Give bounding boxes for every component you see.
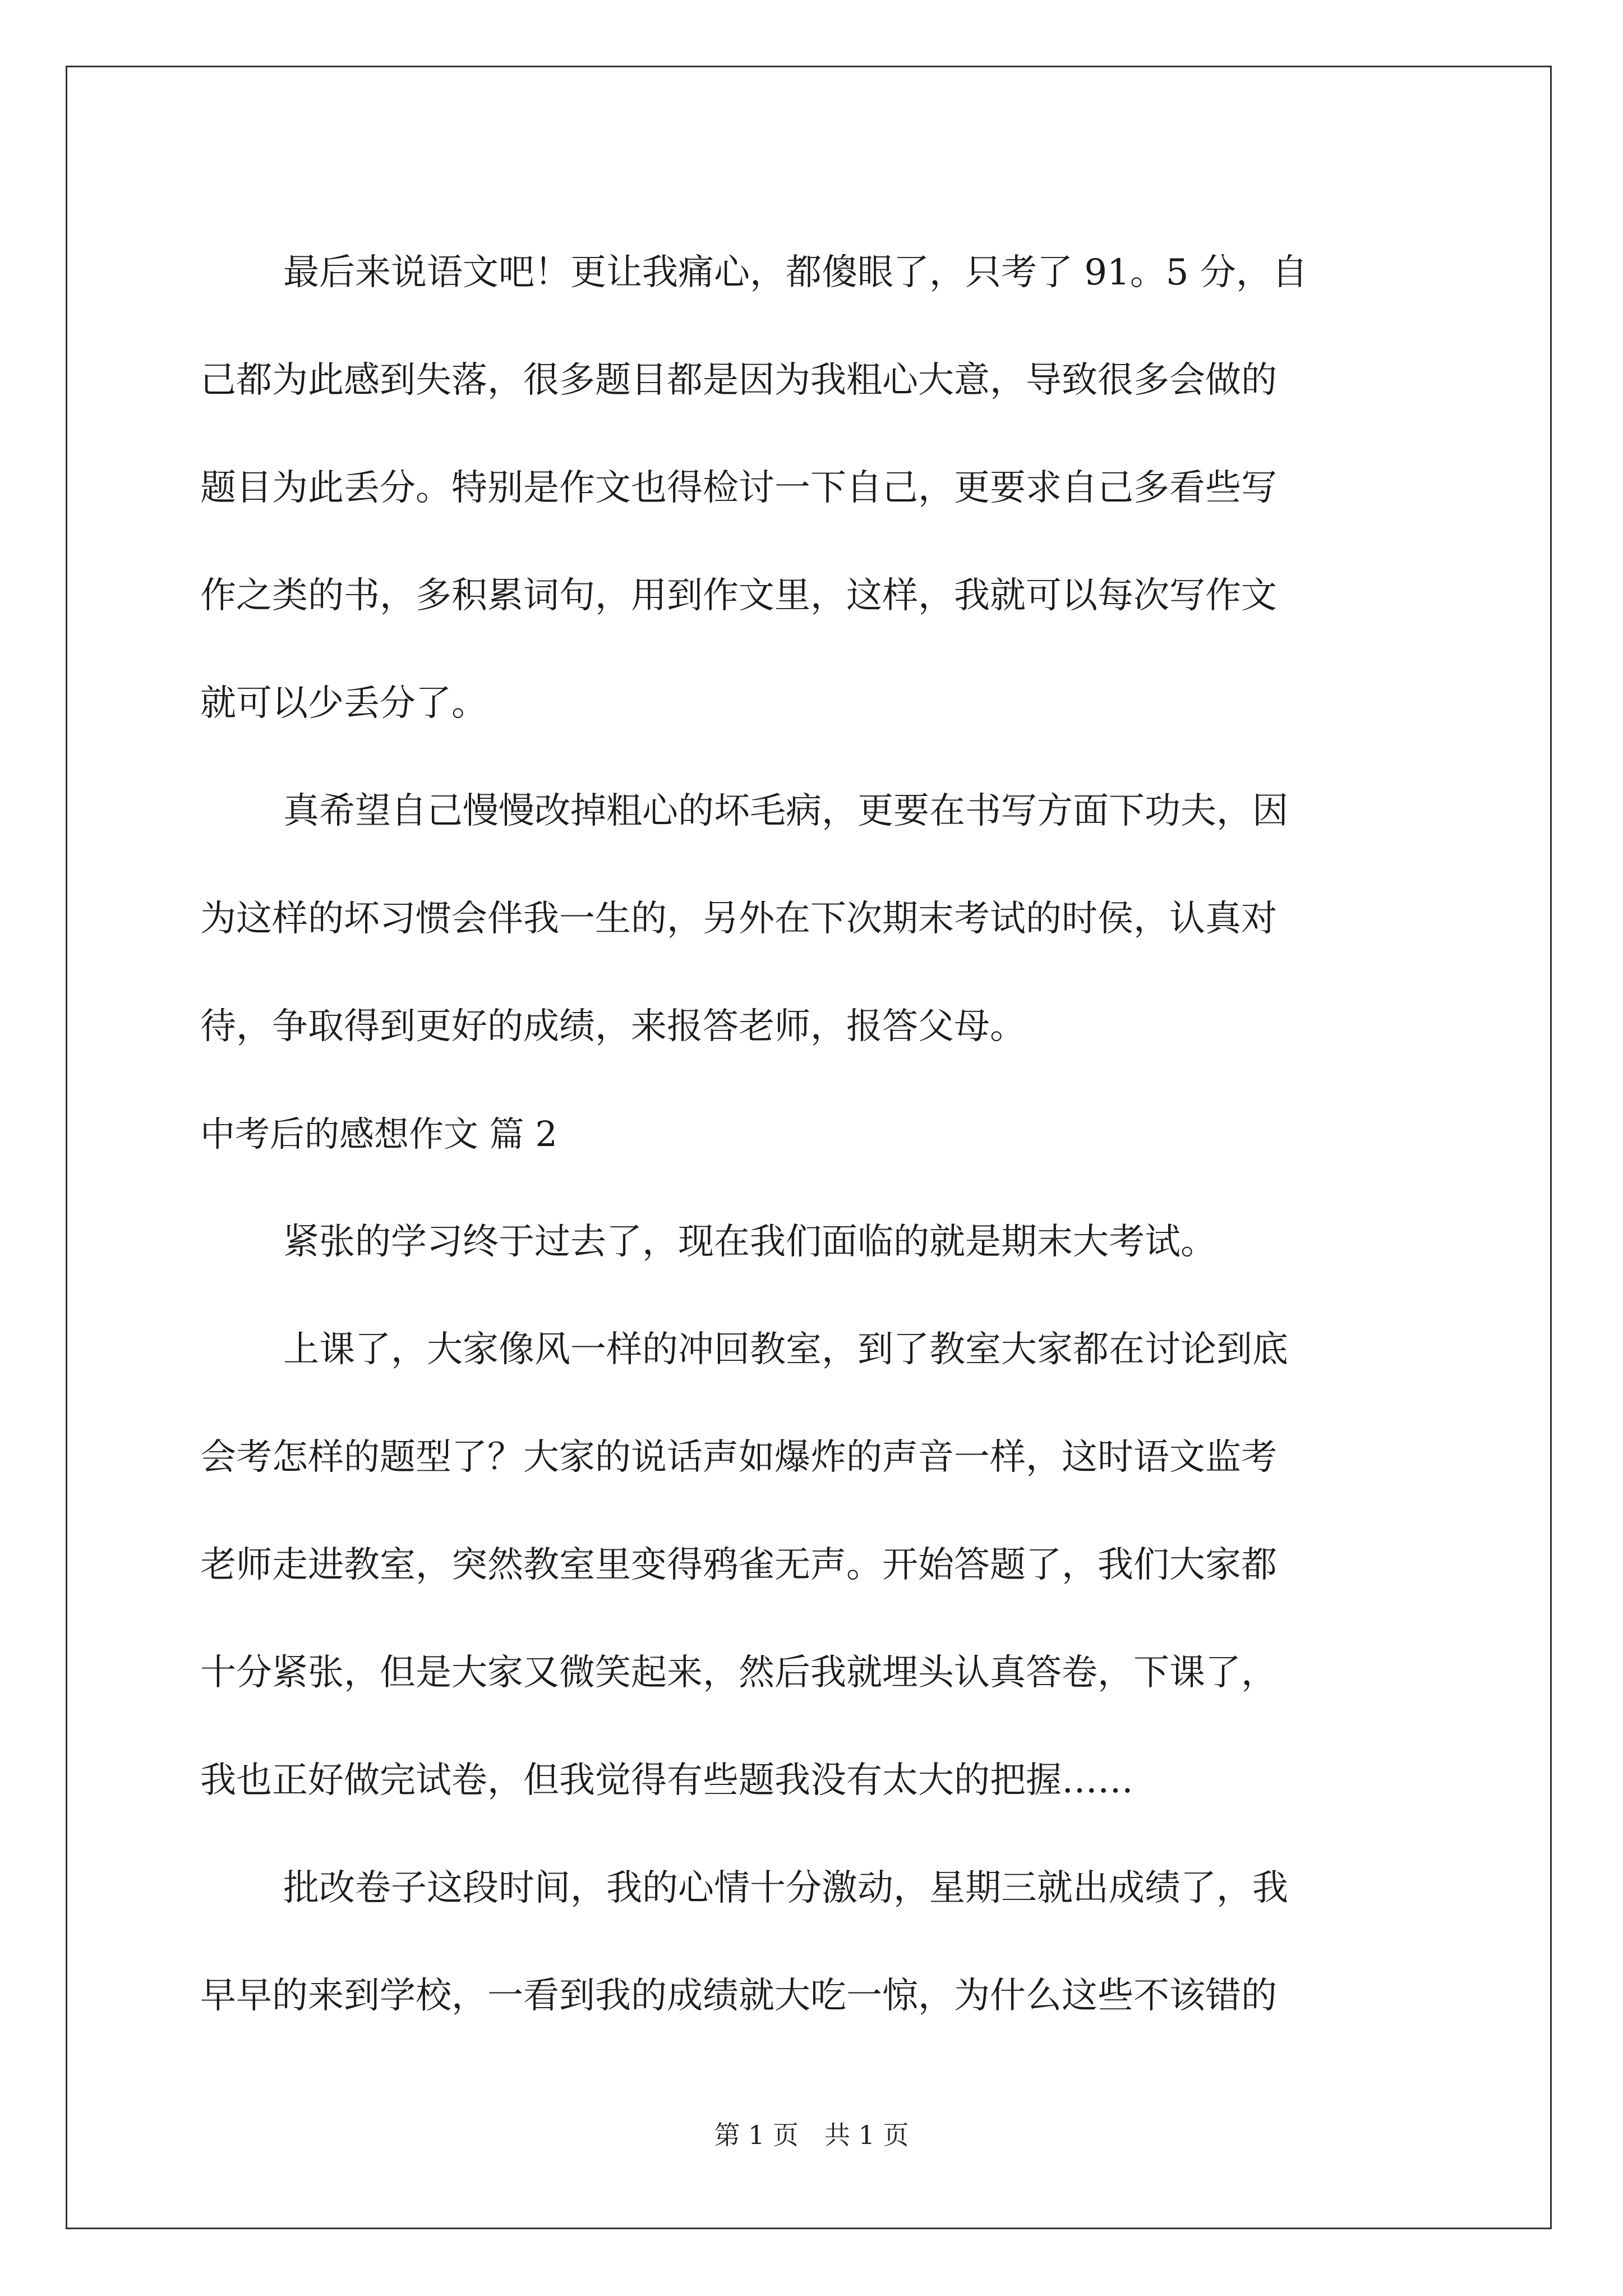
text-line: 我也正好做完试卷，但我觉得有些题我没有太大的把握…… bbox=[200, 1760, 1133, 1801]
text-line: 批改卷子这段时间，我的心情十分激动，星期三就出成绩了，我 bbox=[283, 1867, 1288, 1909]
page-footer: 第 1 页 共 1 页 bbox=[714, 2120, 909, 2150]
text-line: 己都为此感到失落，很多题目都是因为我粗心大意，导致很多会做的 bbox=[200, 360, 1277, 401]
text-line: 题目为此丢分。特别是作文也得检讨一下自己，更要求自己多看些写 bbox=[200, 467, 1277, 509]
text-line: 为这样的坏习惯会伴我一生的，另外在下次期末考试的时侯，认真对 bbox=[200, 898, 1277, 940]
section-heading: 中考后的感想作文 篇 2 bbox=[200, 1114, 557, 1154]
text-line: 就可以少丢分了。 bbox=[200, 683, 487, 724]
text-line: 待，争取得到更好的成绩，来报答老师，报答父母。 bbox=[200, 1006, 1026, 1047]
document-body bbox=[200, 219, 1423, 2050]
text-line: 会考怎样的题型了？大家的说话声如爆炸的声音一样，这时语文监考 bbox=[200, 1437, 1277, 1478]
text-line: 作之类的书，多积累词句，用到作文里，这样，我就可以每次写作文 bbox=[200, 575, 1277, 616]
text-line: 最后来说语文吧！更让我痛心，都傻眼了，只考了 91。5 分，自 bbox=[283, 252, 1308, 293]
text-line: 紧张的学习终于过去了，现在我们面临的就是期末大考试。 bbox=[283, 1221, 1216, 1263]
text-line: 上课了，大家像风一样的冲回教室，到了教室大家都在讨论到底 bbox=[283, 1329, 1288, 1370]
text-line: 早早的来到学校，一看到我的成绩就大吃一惊，为什么这些不该错的 bbox=[200, 1975, 1277, 2017]
text-line: 十分紧张，但是大家又微笑起来，然后我就埋头认真答卷，下课了， bbox=[200, 1652, 1277, 1694]
text-line: 老师走进教室，突然教室里变得鸦雀无声。开始答题了，我们大家都 bbox=[200, 1544, 1277, 1586]
text-line: 真希望自己慢慢改掉粗心的坏毛病，更要在书写方面下功夫，因 bbox=[283, 790, 1288, 832]
